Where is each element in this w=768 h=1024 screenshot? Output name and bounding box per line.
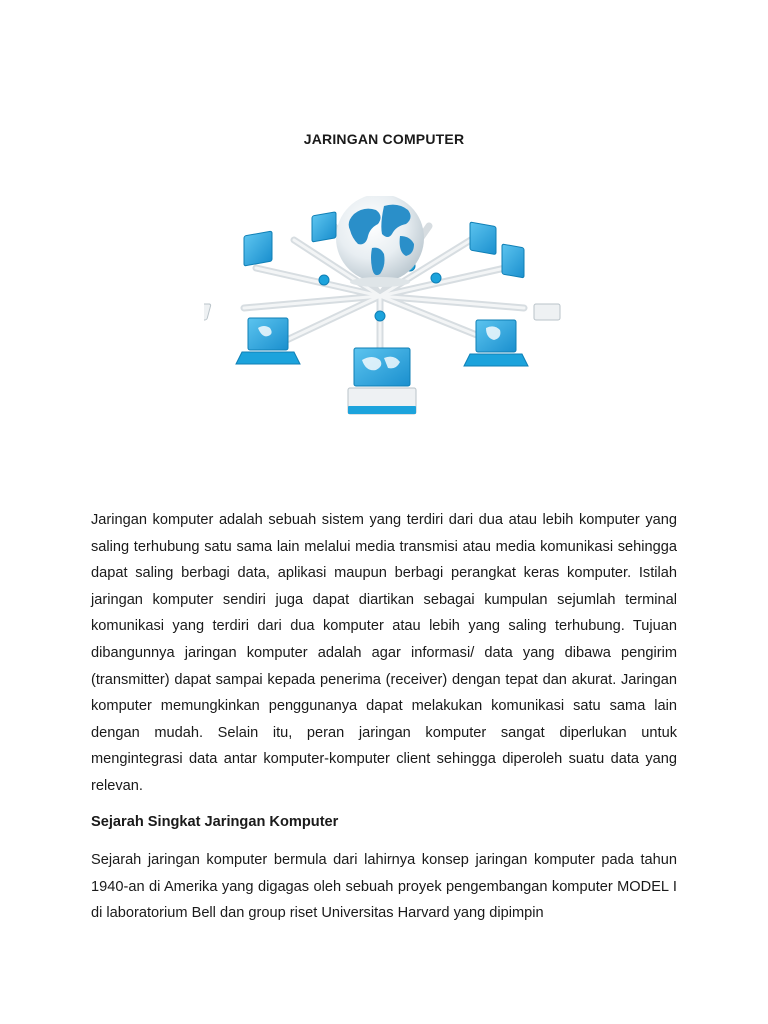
history-paragraph: Sejarah jaringan komputer bermula dari lahirnya konsep jaringan komputer pada tahun 1940-an di Amerika yang digagas oleh sebuah proyek pengembangan komputer MODEL I di laboratorium Bell dan group riset Universitas Harvard yang dipimpin bbox=[91, 852, 677, 922]
computer-network-globe-illustration bbox=[204, 196, 564, 422]
section-heading: Sejarah Singkat Jaringan Komputer bbox=[91, 814, 339, 830]
document-title: JARINGAN COMPUTER bbox=[303, 131, 465, 147]
intro-paragraph: Jaringan komputer adalah sebuah sistem yang terdiri dari dua atau lebih komputer yang saling terhubung satu sama lain melalui media transmisi atau media komunikasi sehingga dapat saling berbagi data, aplikasi maupun berbagi perangkat keras komputer. Istilah jaringan komputer sendiri juga dapat diartikan sebagai kumpulan sejumlah terminal komunikasi yang terdiri dari dua komputer atau lebih yang saling terhubung. Tujuan dibangunnya jaringan komputer adalah agar informasi/ data yang dibawa pengirim (transmitter) dapat sampai kepada penerima (receiver) dengan tepat dan akurat. Jaringan komputer memungkinkan penggunanya dapat melakukan komunikasi satu sama lain dengan mudah. Selain itu, peran jaringan komputer sangat diperlukan untuk mengintegrasi data antar komputer-komputer client sehingga diperoleh suatu data yang relevan. bbox=[91, 512, 677, 794]
